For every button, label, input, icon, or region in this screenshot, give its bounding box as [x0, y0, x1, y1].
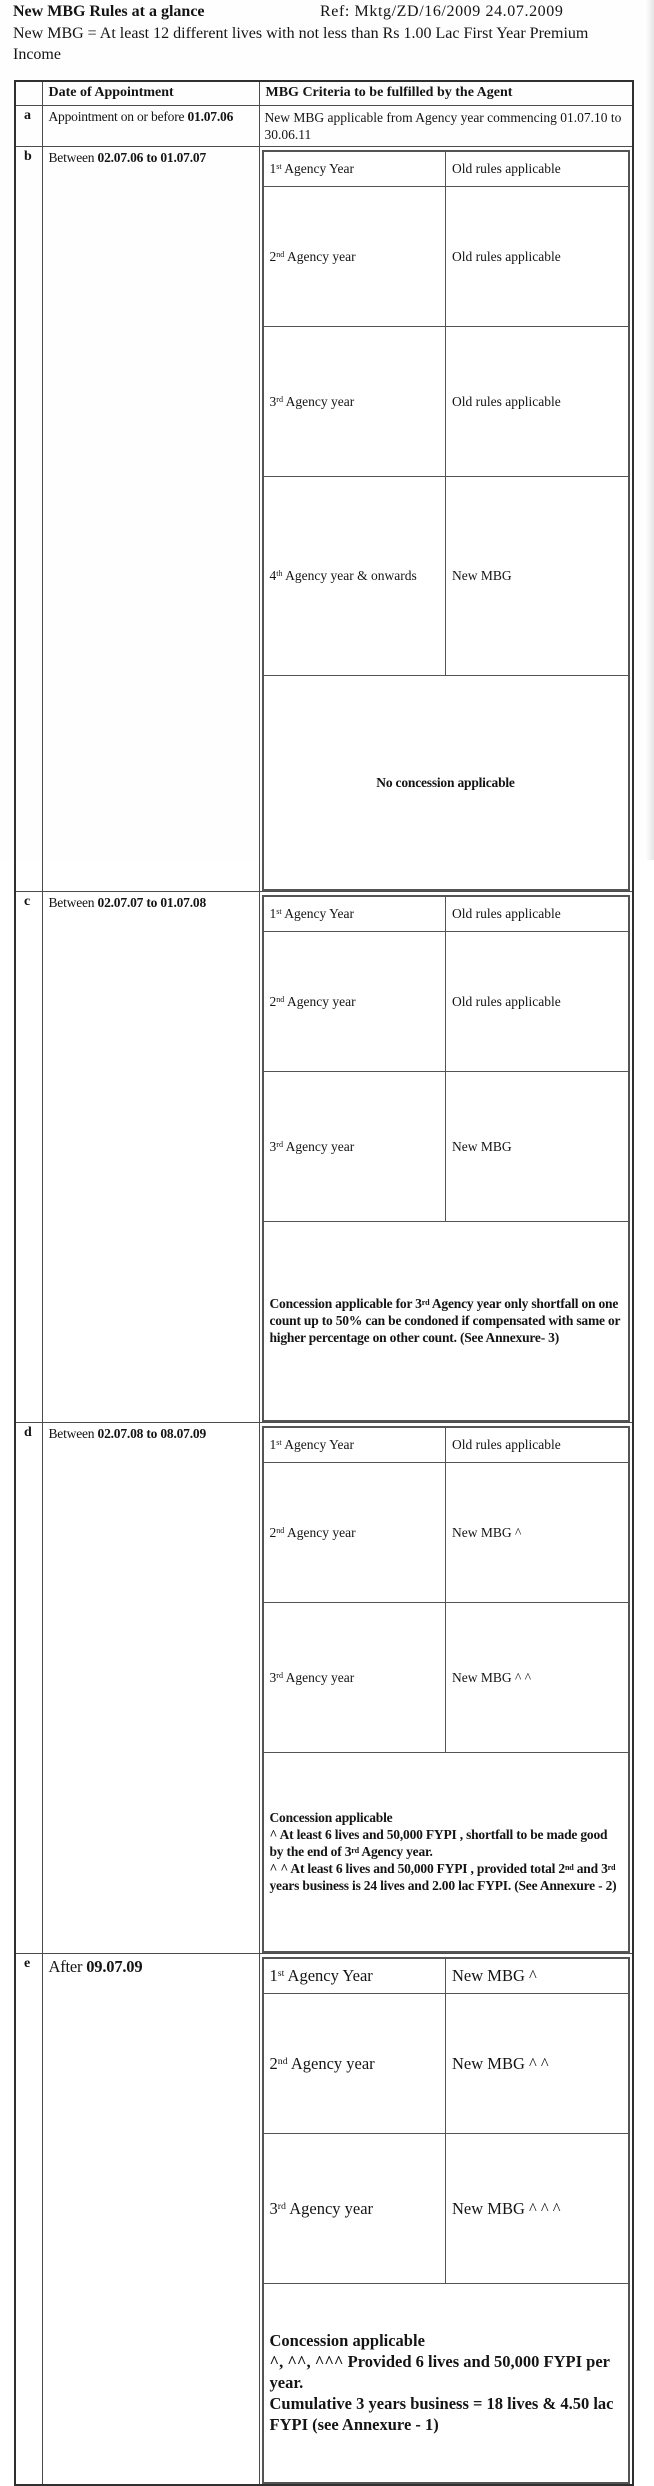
plain-text: 2 [269, 2053, 278, 2073]
date-of-appointment-cell [42, 105, 259, 146]
table-row-a [15, 105, 633, 146]
col-header-mbg-criteria: MBG Criteria to be fulfilled by the Agent [259, 81, 633, 105]
concession-row [263, 1222, 629, 1421]
row-letter: b [15, 146, 42, 891]
criteria-text: New MBG applicable from Agency year commencing 01.07.10 to 30.06.11 [264, 109, 622, 142]
agency-year-label [263, 187, 446, 327]
ordinal-suffix: nd [277, 2056, 288, 2068]
criteria-cell [259, 105, 633, 146]
table-row-d [15, 1422, 633, 1953]
concession-row [263, 2284, 629, 2483]
criteria-cell [259, 146, 633, 891]
plain-text: years business is 24 lives and 2.00 lac FYPI. (See Annexure - 2) [269, 1878, 617, 1894]
ordinal-suffix: rd [277, 2201, 286, 2213]
plain-text: 1 [269, 160, 277, 176]
concession-note-line [270, 2330, 622, 2351]
ordinal-suffix: nd [276, 1525, 285, 1535]
concession-note [263, 2284, 629, 2483]
plain-text: 3 [269, 393, 277, 409]
concession-row [263, 1753, 629, 1952]
agency-year-row [263, 151, 629, 187]
plain-text: and 3 [573, 1861, 608, 1877]
plain-text: Agency Year [284, 1965, 373, 1985]
concession-note-line [270, 1809, 622, 1826]
bold-text: 09.07.09 [86, 1956, 143, 1976]
bold-text: 02.07.06 to 01.07.07 [97, 149, 207, 165]
bold-text: 02.07.08 to 08.07.09 [97, 1425, 207, 1441]
plain-text: ^ At least 6 lives and 50,000 FYPI , shortfall to be made good by the end of 3 [269, 1827, 608, 1860]
plain-text: 3 [269, 2198, 278, 2218]
plain-text: 3 [269, 1669, 277, 1685]
concession-row [263, 676, 629, 890]
plain-text: No concession applicable [376, 774, 515, 790]
ordinal-suffix: nd [276, 249, 285, 259]
rule-value: New MBG ^ [446, 1958, 629, 1994]
date-of-appointment-cell [42, 891, 259, 1422]
rule-value: Old rules applicable [446, 327, 629, 477]
agency-year-label [263, 151, 446, 187]
agency-year-label [263, 1994, 446, 2134]
plain-text: 2 [269, 248, 277, 264]
agency-year-row [263, 1994, 629, 2134]
plain-text: 2 [269, 993, 277, 1009]
plain-text: Agency year only shortfall on one count up to 50% can be condoned if compensated with same or higher percentage on other count. (See Annexure- 3) [269, 1296, 621, 1346]
mbg-definition-text: New MBG = At least 12 different lives with not less than Rs 1.00 Lac First Year Premium Income [13, 25, 589, 63]
rule-value: Old rules applicable [446, 932, 629, 1072]
concession-note-line [270, 1826, 622, 1860]
mbg-rules-table [14, 80, 634, 2486]
ordinal-suffix: nd [564, 1862, 574, 1872]
agency-year-table-body [263, 896, 629, 1421]
plain-text: ^, ^^, ^^^ Provided 6 lives and 50,000 FYPI per year. [269, 2352, 610, 2393]
plain-text: Agency Year [281, 1436, 355, 1452]
ordinal-suffix: rd [276, 1139, 283, 1149]
criteria-cell [259, 1953, 633, 2485]
rule-value: Old rules applicable [446, 1427, 629, 1463]
plain-text: After [48, 1956, 87, 1976]
agency-year-row [263, 1072, 629, 1222]
rule-value: Old rules applicable [446, 896, 629, 932]
agency-year-table [262, 1957, 630, 2484]
date-of-appointment-cell [42, 1422, 259, 1953]
table-row-b [15, 146, 633, 891]
date-of-appointment-cell [42, 146, 259, 891]
plain-text: 1 [269, 1965, 278, 1985]
plain-text: Agency year [284, 248, 356, 264]
plain-text: Concession applicable [269, 2331, 425, 2351]
agency-year-row [263, 1463, 629, 1603]
plain-text: Agency year [283, 1138, 355, 1154]
plain-text: Concession applicable [269, 1810, 393, 1826]
concession-note [263, 1222, 629, 1421]
rule-value: New MBG ^ [446, 1463, 629, 1603]
plain-text: Agency year [284, 1524, 356, 1540]
plain-text: Cumulative 3 years business = 18 lives & 4.50 lac FYPI (see Annexure - 1) [269, 2394, 614, 2435]
row-letter: c [15, 891, 42, 1422]
table-row-c [15, 891, 633, 1422]
ordinal-suffix: rd [421, 1297, 430, 1307]
agency-year-table-body [263, 151, 629, 890]
ordinal-suffix: rd [607, 1862, 616, 1872]
plain-text: Agency Year [281, 905, 355, 921]
plain-text: Between [48, 894, 98, 910]
rule-value: Old rules applicable [446, 187, 629, 327]
concession-note-line [270, 1295, 622, 1346]
plain-text: Agency year [285, 2198, 374, 2218]
col-header-date-of-appointment: Date of Appointment [42, 81, 259, 105]
table-header-row [15, 81, 633, 105]
plain-text: Agency year [283, 1669, 355, 1685]
concession-note-line [270, 2351, 622, 2393]
agency-year-row [263, 1958, 629, 1994]
plain-text: Agency Year [281, 160, 355, 176]
plain-text: 4 [269, 568, 277, 583]
rule-value: Old rules applicable [446, 151, 629, 187]
agency-year-row [263, 1427, 629, 1463]
plain-text: Agency year [287, 2053, 375, 2073]
agency-year-table-body [263, 1958, 629, 2483]
rule-value: New MBG [446, 1072, 629, 1222]
agency-year-row [263, 327, 629, 477]
ordinal-suffix: rd [351, 1845, 359, 1855]
agency-year-table [262, 150, 630, 891]
row-letter: e [15, 1953, 42, 2485]
reference-number: Ref: Mktg/ZD/16/2009 24.07.2009 [320, 3, 564, 20]
agency-year-label [263, 1072, 446, 1222]
bold-text: 02.07.07 to 01.07.08 [97, 894, 207, 910]
document-header [13, 3, 645, 23]
ordinal-suffix: st [276, 1438, 282, 1448]
plain-text: Agency year. [358, 1844, 433, 1860]
ordinal-suffix: st [276, 907, 282, 917]
criteria-cell [259, 1422, 633, 1953]
agency-year-row [263, 187, 629, 327]
agency-year-label [263, 327, 446, 477]
plain-text: 1 [269, 1436, 277, 1452]
plain-text: Concession applicable for 3 [269, 1296, 422, 1312]
agency-year-row [263, 477, 629, 676]
row-letter: d [15, 1422, 42, 1953]
ordinal-suffix: st [277, 1968, 285, 1980]
ordinal-suffix: rd [276, 1670, 283, 1680]
row-letter: a [15, 105, 42, 146]
agency-year-table [262, 1426, 630, 1953]
agency-year-row [263, 1603, 629, 1753]
agency-year-label [263, 932, 446, 1072]
plain-text: ^ ^ At least 6 lives and 50,000 FYPI , provided total 2 [269, 1861, 565, 1877]
plain-text: Appointment on or before [48, 108, 188, 124]
ordinal-suffix: th [276, 569, 283, 579]
concession-note-line [270, 1860, 622, 1894]
page-edge-shadow [646, 0, 654, 860]
table-row-e [15, 1953, 633, 2485]
plain-text: 3 [269, 1138, 277, 1154]
agency-year-label [263, 477, 446, 676]
agency-year-label [263, 1463, 446, 1603]
rule-value: New MBG ^ ^ [446, 1603, 629, 1753]
agency-year-row [263, 896, 629, 932]
plain-text: Between [48, 1425, 98, 1441]
concession-note [263, 676, 629, 890]
agency-year-table-body [263, 1427, 629, 1952]
date-of-appointment-cell [42, 1953, 259, 2485]
agency-year-row [263, 932, 629, 1072]
concession-note-line [270, 2393, 622, 2435]
plain-text: 2 [269, 1524, 277, 1540]
plain-text: Between [48, 149, 98, 165]
agency-year-label [263, 1427, 446, 1463]
agency-year-label [263, 1603, 446, 1753]
ordinal-suffix: st [276, 162, 282, 172]
rule-value: New MBG ^ ^ ^ [446, 2134, 629, 2284]
criteria-cell [259, 891, 633, 1422]
plain-text: Agency year [283, 393, 355, 409]
page-title: New MBG Rules at a glance [13, 3, 205, 20]
agency-year-label [263, 896, 446, 932]
col-header-index [15, 81, 42, 105]
rule-value: New MBG ^ ^ [446, 1994, 629, 2134]
agency-year-label [263, 1958, 446, 1994]
agency-year-row [263, 2134, 629, 2284]
bold-text: 01.07.06 [187, 108, 234, 124]
ordinal-suffix: nd [276, 994, 285, 1004]
agency-year-table [262, 895, 630, 1422]
plain-text: Agency year [284, 993, 356, 1009]
plain-text: 1 [269, 905, 277, 921]
plain-text: Agency year & onwards [282, 568, 417, 583]
ordinal-suffix: rd [276, 394, 283, 404]
concession-note-line [270, 774, 622, 791]
agency-year-label [263, 2134, 446, 2284]
rule-value: New MBG [446, 477, 629, 676]
concession-note [263, 1753, 629, 1952]
